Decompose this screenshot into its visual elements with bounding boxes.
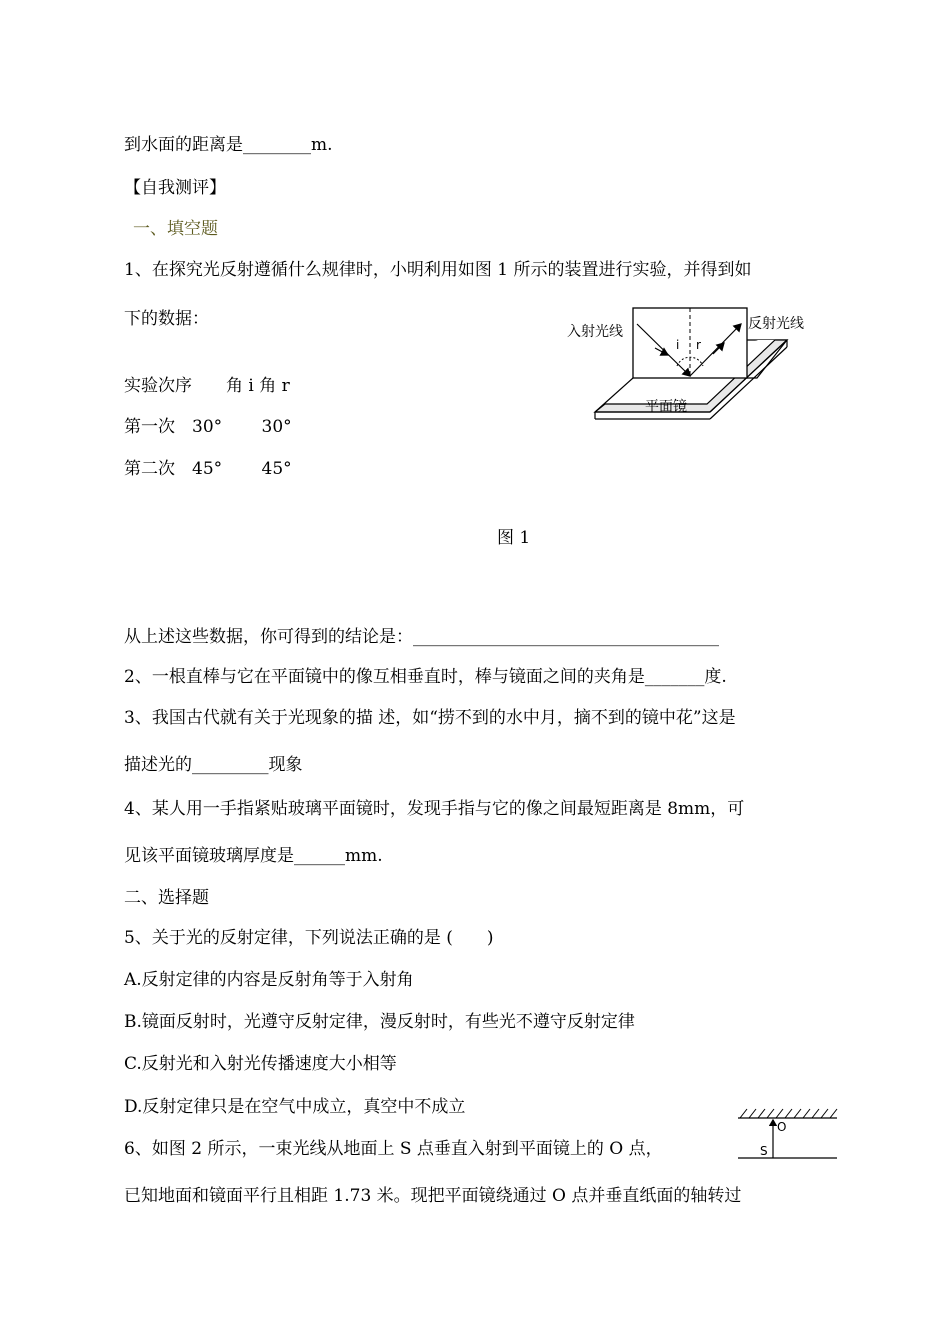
angle-r-label: r bbox=[696, 338, 701, 352]
question-3-line1: 3、我国古代就有关于光现象的描 述，如“捞不到的水中月，摘不到的镜中花”这是 bbox=[124, 708, 736, 728]
figure-1-reflection-apparatus bbox=[565, 300, 825, 428]
reflected-ray-label: 反射光线 bbox=[748, 316, 804, 332]
data-table-row-1: 第一次 30° 30° bbox=[124, 417, 292, 437]
mirror-label: 平面镜 bbox=[645, 399, 687, 415]
question-5-option-d: D.反射定律只是在空气中成立，真空中不成立 bbox=[124, 1097, 466, 1117]
figure-2-mirror-diagram bbox=[735, 1104, 840, 1164]
data-table-row-2: 第二次 45° 45° bbox=[124, 459, 292, 479]
point-o-label: O bbox=[777, 1120, 787, 1134]
question-5-option-b: B.镜面反射时，光遵守反射定律，漫反射时，有些光不遵守反射定律 bbox=[124, 1012, 635, 1032]
section-heading-fill-blank: 一、填空题 bbox=[133, 219, 218, 239]
question-1-line1: 1、在探究光反射遵循什么规律时，小明利用如图 1 所示的装置进行实验，并得到如 bbox=[124, 260, 752, 280]
data-table-header: 实验次序 角 i 角 r bbox=[124, 376, 290, 396]
section-heading: 【自我测评】 bbox=[124, 178, 226, 198]
question-4-line2: 见该平面镜玻璃厚度是______mm. bbox=[124, 846, 383, 866]
question-6-line1: 6、如图 2 所示，一束光线从地面上 S 点垂直入射到平面镜上的 O 点， bbox=[124, 1139, 663, 1159]
question-3-line2: 描述光的_________现象 bbox=[124, 755, 303, 775]
question-2: 2、一根直棒与它在平面镜中的像互相垂直时，棒与镜面之间的夹角是_______度. bbox=[124, 667, 727, 687]
incident-ray-label: 入射光线 bbox=[567, 324, 623, 340]
question-5-option-c: C.反射光和入射光传播速度大小相等 bbox=[124, 1054, 397, 1074]
conclusion-line: 从上述这些数据，你可得到的结论是：____________________________________ bbox=[124, 627, 719, 647]
question-4-line1: 4、某人用一手指紧贴玻璃平面镜时，发现手指与它的像之间最短距离是 8mm，可 bbox=[124, 799, 745, 819]
point-s-label: S bbox=[760, 1144, 768, 1158]
figure-1-caption: 图 1 bbox=[497, 528, 531, 548]
question-5-option-a: A.反射定律的内容是反射角等于入射角 bbox=[124, 970, 414, 990]
question-1-line2: 下的数据： bbox=[124, 309, 209, 329]
question-5: 5、关于光的反射定律，下列说法正确的是 ( ) bbox=[124, 928, 494, 948]
angle-i-label: i bbox=[676, 338, 680, 352]
section-heading-choice: 二、选择题 bbox=[124, 888, 209, 908]
question-6-line2: 已知地面和镜面平行且相距 1.73 米。现把平面镜绕通过 O 点并垂直纸面的轴转过 bbox=[124, 1186, 742, 1206]
text-line: 到水面的距离是________m. bbox=[124, 135, 333, 155]
